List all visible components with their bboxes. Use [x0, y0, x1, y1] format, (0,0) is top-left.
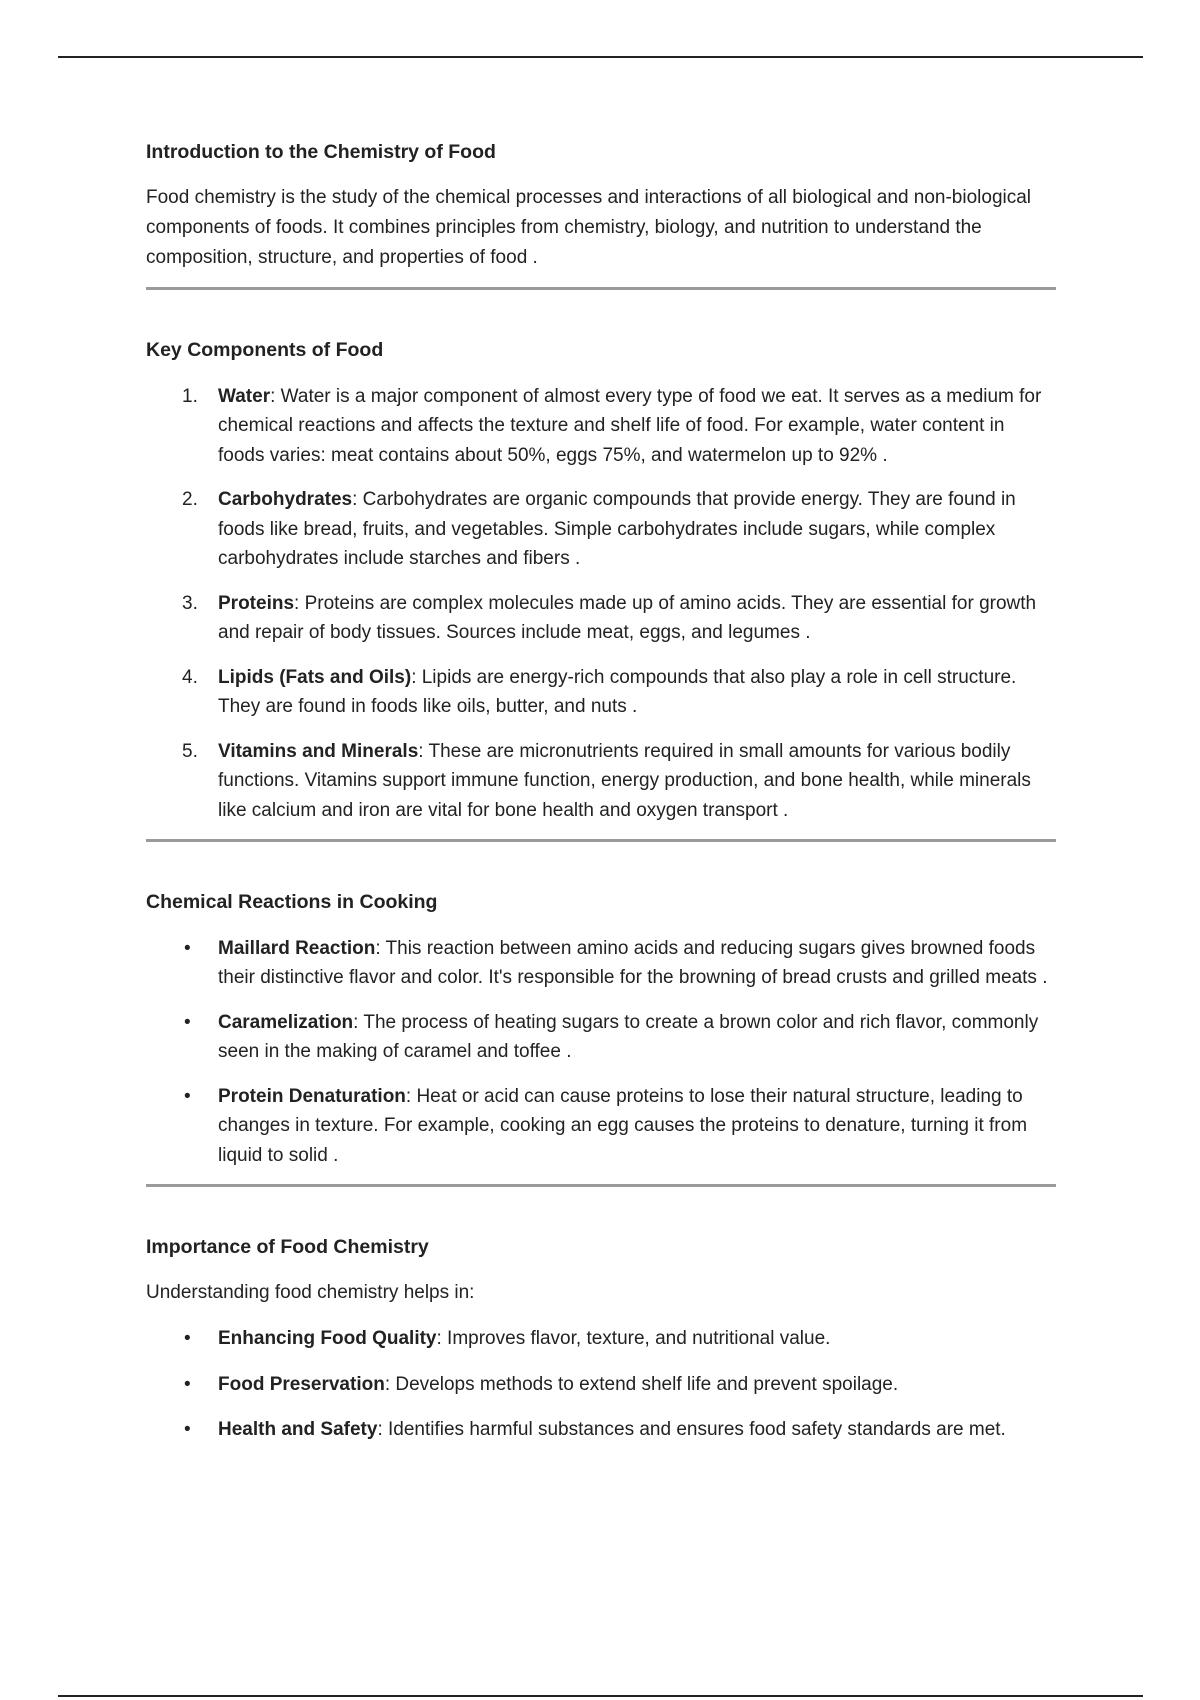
bullet-icon: • [184, 1011, 191, 1033]
list-item [146, 382, 1056, 471]
list-item [146, 663, 1056, 722]
item-text: : Proteins are complex molecules made up of amino acids. They are essential for growth and repair of body tissues. Sources include meat, eggs, and legumes . [218, 592, 1037, 644]
page-top-rule [58, 56, 1143, 58]
item-term: Proteins [218, 592, 295, 614]
section-chemical-reactions [146, 890, 1056, 1170]
list-number: 5. [182, 740, 198, 762]
section-key-components [146, 338, 1056, 825]
item-text: : Identifies harmful substances and ensures food safety standards are met. [377, 1419, 1006, 1441]
item-text: : Develops methods to extend shelf life and prevent spoilage. [384, 1373, 899, 1395]
item-text: : Lipids are energy-rich compounds that also play a role in cell structure. They are found in foods like oils, butter, and nuts . [218, 666, 1017, 718]
item-term: Food Preservation [218, 1373, 385, 1395]
list-item [146, 1370, 1056, 1400]
bullet-icon: • [184, 937, 191, 959]
components-list [146, 382, 1056, 826]
section-title-introduction: Introduction to the Chemistry of Food [146, 141, 496, 163]
item-term: Protein Denaturation [218, 1085, 406, 1107]
list-item [146, 589, 1056, 648]
item-text: : Carbohydrates are organic compounds that provide energy. They are found in foods like bread, fruits, and vegetables. Simple carbohydrates include sugars, while complex carbohydrates include starches and fibers . [218, 489, 1016, 570]
item-term: Water [218, 385, 271, 407]
list-item [146, 934, 1056, 993]
introduction-paragraph: Food chemistry is the study of the chemical processes and interactions of all biological and non-biological components of foods. It combines principles from chemistry, biology, and nutrition to understand the composition, structure, and properties of food . [146, 187, 1032, 269]
section-title-chemical-reactions: Chemical Reactions in Cooking [146, 891, 438, 914]
section-divider [146, 287, 1056, 290]
item-text: : Heat or acid can cause proteins to lose their natural structure, leading to changes in texture. For example, cooking an egg causes the proteins to denature, turning it from liquid to solid . [218, 1085, 1028, 1166]
section-importance [146, 1235, 1056, 1445]
item-term: Enhancing Food Quality [218, 1328, 437, 1350]
item-term: Carbohydrates [218, 489, 353, 511]
item-term: Maillard Reaction [218, 937, 376, 959]
importance-list [146, 1324, 1056, 1445]
list-item [146, 1082, 1056, 1171]
item-text: : The process of heating sugars to create a brown color and rich flavor, commonly seen in the making of caramel and toffee . [218, 1011, 1039, 1063]
item-text: : These are micronutrients required in small amounts for various bodily functions. Vitamins support immune function, energy production, and bone health, while minerals like calcium and iron are vital for bone health and oxygen transport . [218, 740, 1031, 821]
section-divider [146, 1184, 1056, 1187]
list-item [146, 1008, 1056, 1067]
document-body [146, 140, 1056, 1461]
list-number: 1. [182, 385, 198, 407]
section-title-key-components: Key Components of Food [146, 339, 384, 362]
page-bottom-rule [58, 1695, 1143, 1697]
item-text: : Water is a major component of almost every type of food we eat. It serves as a medium for chemical reactions and affects the texture and shelf life of food. For example, water content in foods varies: meat contains about 50%, eggs 75%, and watermelon up to 92% . [218, 385, 1042, 466]
bullet-icon: • [184, 1373, 191, 1395]
item-term: Health and Safety [218, 1419, 378, 1441]
list-item [146, 1415, 1056, 1445]
item-term: Caramelization [218, 1011, 354, 1033]
list-number: 2. [182, 489, 198, 511]
bullet-icon: • [184, 1419, 191, 1441]
list-item [146, 485, 1056, 574]
item-text: : This reaction between amino acids and reducing sugars gives browned foods their distinctive flavor and color. It's responsible for the browning of bread crusts and grilled meats . [218, 937, 1048, 989]
reactions-list [146, 934, 1056, 1171]
list-number: 4. [182, 666, 198, 688]
list-number: 3. [182, 592, 198, 614]
item-term: Vitamins and Minerals [218, 740, 419, 762]
bullet-icon: • [184, 1328, 191, 1350]
section-title-importance: Importance of Food Chemistry [146, 1236, 429, 1259]
item-term: Lipids (Fats and Oils) [218, 666, 412, 688]
bullet-icon: • [184, 1085, 191, 1107]
section-introduction [146, 140, 1056, 273]
list-item [146, 1324, 1056, 1354]
item-text: : Improves flavor, texture, and nutritional value. [436, 1328, 831, 1350]
section-divider [146, 839, 1056, 842]
list-item [146, 737, 1056, 826]
importance-lead: Understanding food chemistry helps in: [146, 1282, 475, 1304]
